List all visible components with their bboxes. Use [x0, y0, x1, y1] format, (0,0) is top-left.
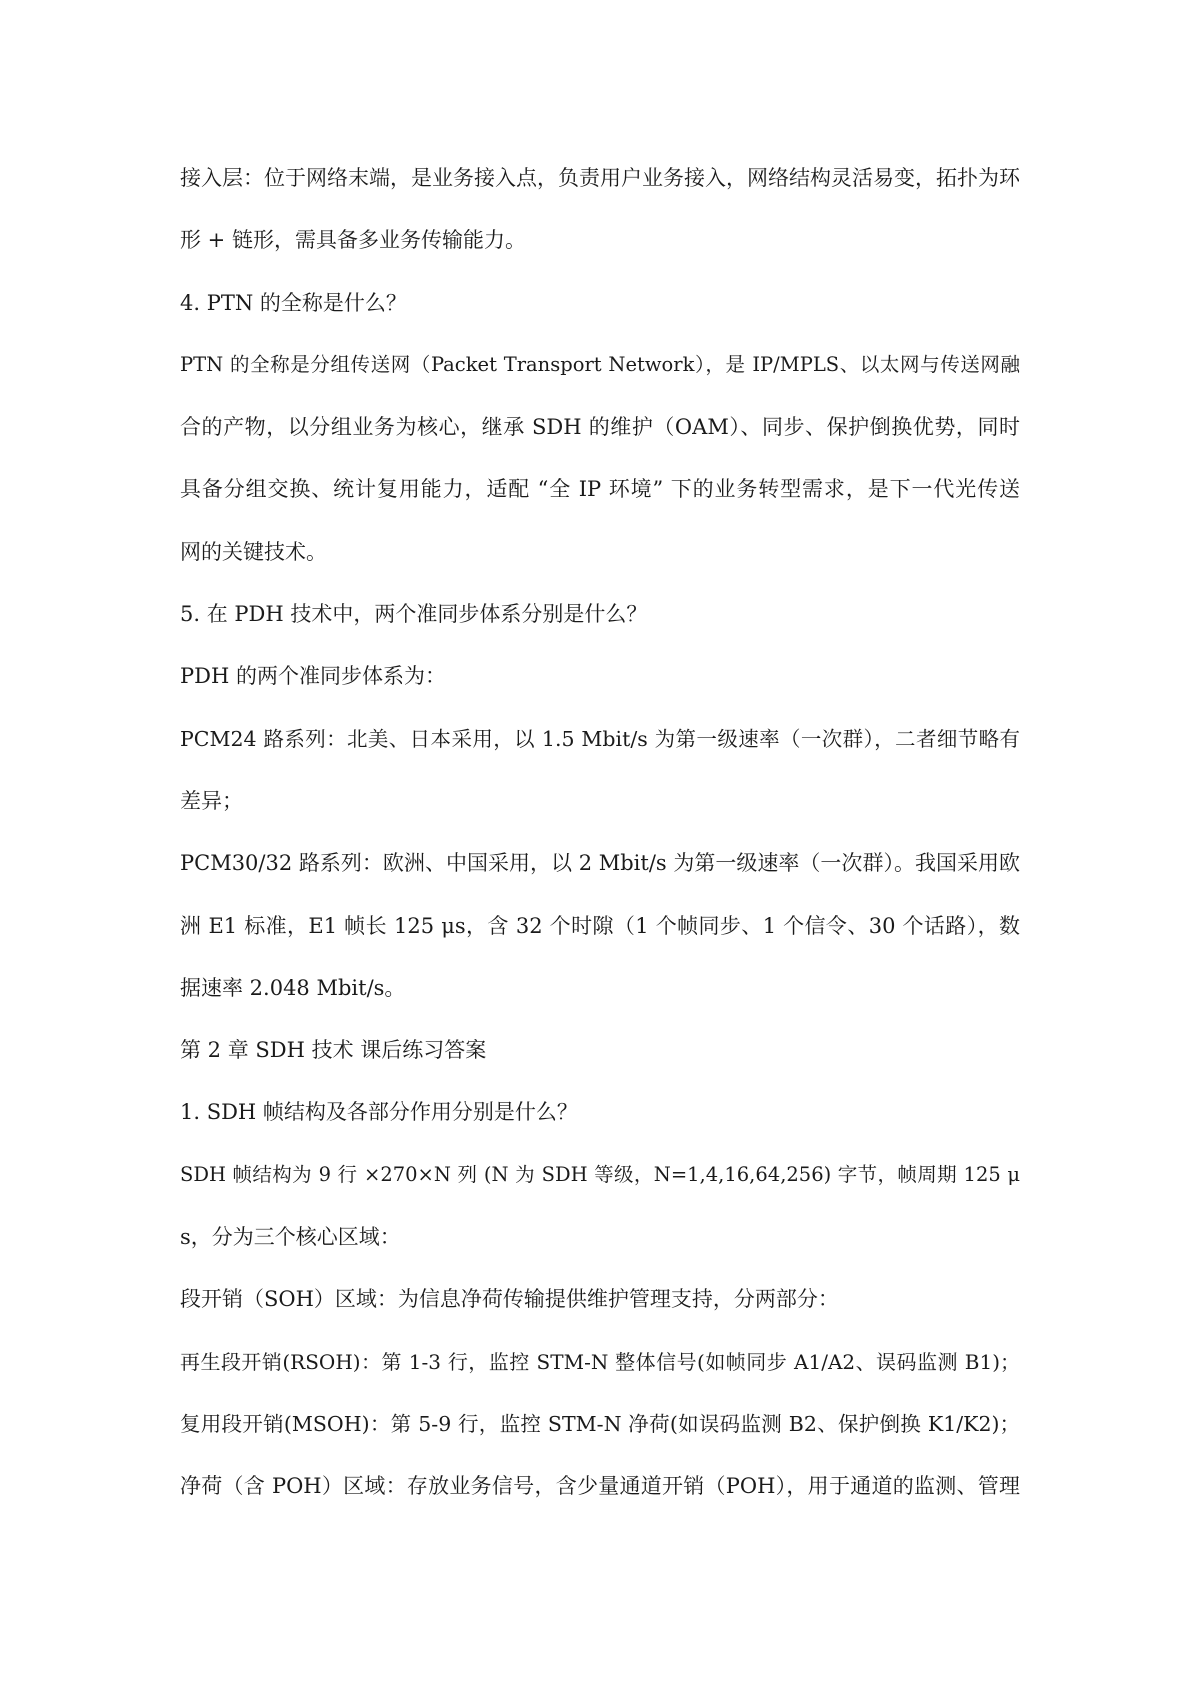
- text-line: 复用段开销(MSOH)：第 5-9 行，监控 STM-N 净荷(如误码监测 B2、保护倒换 K1/K2)；: [180, 1411, 1020, 1436]
- text-line: 合的产物，以分组业务为核心，继承 SDH 的维护（OAM）、同步、保护倒换优势，同时: [180, 415, 1020, 440]
- question-heading: 5. 在 PDH 技术中，两个准同步体系分别是什么？: [180, 602, 648, 627]
- text-line: 网的关键技术。: [180, 539, 327, 564]
- text-line: SDH 帧结构为 9 行 ×270×N 列 (N 为 SDH 等级，N=1,4,16,64,256) 字节，帧周期 125 μ: [180, 1162, 1020, 1186]
- text-line: 形 + 链形，需具备多业务传输能力。: [180, 228, 526, 253]
- text-line: 据速率 2.048 Mbit/s。: [180, 975, 406, 1000]
- text-line: 具备分组交换、统计复用能力，适配 “全 IP 环境” 下的业务转型需求，是下一代光传送: [180, 477, 1020, 502]
- text-line: PTN 的全称是分组传送网（Packet Transport Network），是 IP/MPLS、以太网与传送网融: [180, 352, 1020, 376]
- text-line: 接入层：位于网络末端，是业务接入点，负责用户业务接入，网络结构灵活易变，拓扑为环: [180, 166, 1020, 190]
- text-line: PCM24 路系列：北美、日本采用，以 1.5 Mbit/s 为第一级速率（一次群），二者细节略有: [180, 726, 1020, 751]
- question-heading: 4. PTN 的全称是什么？: [180, 290, 407, 315]
- text-line: 洲 E1 标准，E1 帧长 125 μs，含 32 个时隙（1 个帧同步、1 个信令、30 个话路），数: [180, 913, 1020, 938]
- chapter-heading: 第 2 章 SDH 技术 课后练习答案: [180, 1038, 487, 1063]
- text-line: PCM30/32 路系列：欧洲、中国采用，以 2 Mbit/s 为第一级速率（一次群）。我国采用欧: [180, 851, 1020, 876]
- text-line: s，分为三个核心区域：: [180, 1225, 401, 1250]
- document-body: [180, 158, 1020, 1529]
- text-line: PDH 的两个准同步体系为：: [180, 664, 446, 689]
- text-line: 差异；: [180, 788, 243, 813]
- text-line: 净荷（含 POH）区域：存放业务信号，含少量通道开销（POH），用于通道的监测、管理: [180, 1474, 1020, 1499]
- question-heading: 1. SDH 帧结构及各部分作用分别是什么？: [180, 1100, 578, 1125]
- text-line: 再生段开销(RSOH)：第 1-3 行，监控 STM-N 整体信号(如帧同步 A1/A2、误码监测 B1)；: [180, 1349, 1020, 1374]
- text-line: 段开销（SOH）区域：为信息净荷传输提供维护管理支持，分两部分：: [180, 1287, 839, 1312]
